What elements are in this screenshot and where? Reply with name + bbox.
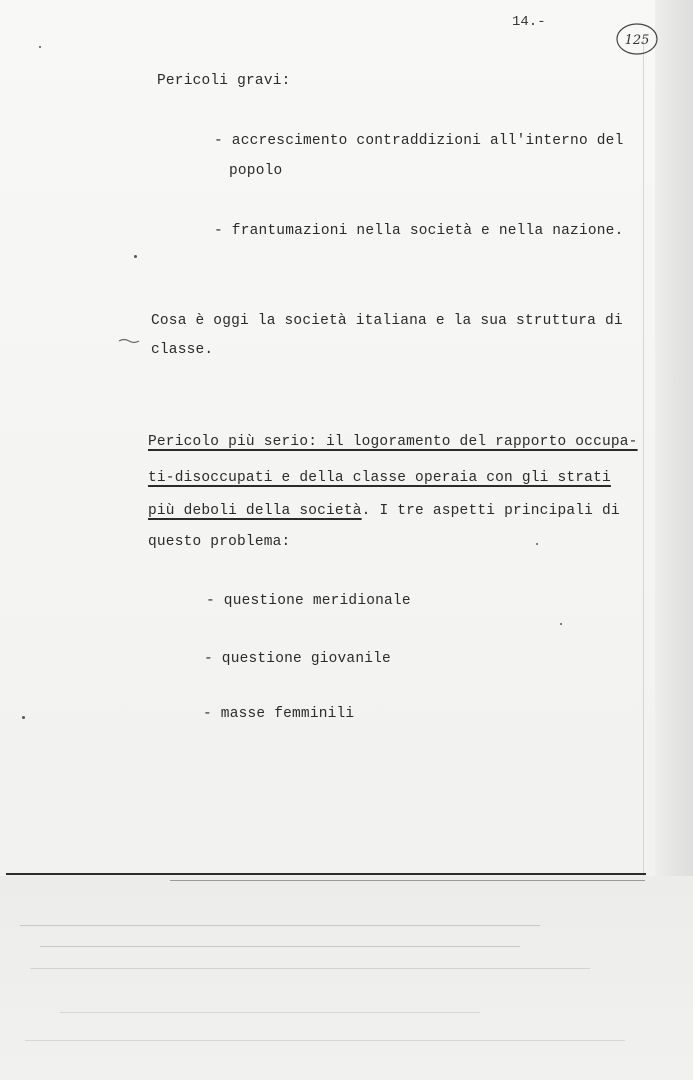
- underlined-line: ti-disoccupati e della classe operaia con gli strati: [148, 470, 611, 486]
- underlined-line: Pericolo più serio: il logoramento del rapporto occupa-: [148, 434, 638, 450]
- section-heading: Pericoli gravi:: [157, 73, 291, 89]
- page-bottom-shadow: [170, 880, 645, 881]
- list-item: - questione giovanile: [204, 651, 391, 667]
- show-through-line: [60, 1012, 480, 1013]
- ink-speck: [560, 623, 562, 625]
- list-item: - accrescimento contraddizioni all'interno del: [214, 133, 624, 149]
- list-item: - masse femminili: [203, 706, 355, 722]
- paragraph-line: classe.: [151, 342, 214, 358]
- underlined-phrase: più deboli della società: [148, 503, 362, 519]
- ink-speck: [536, 543, 538, 545]
- archive-stamp: [615, 22, 659, 56]
- paragraph-line: questo problema:: [148, 534, 291, 550]
- list-item-continuation: popolo: [229, 163, 283, 179]
- paragraph-line: Cosa è oggi la società italiana e la sua struttura di: [151, 313, 623, 329]
- paragraph-text: . I tre aspetti principali di: [361, 503, 620, 519]
- ink-speck: [39, 46, 41, 48]
- list-item: - frantumazioni nella società e nella nazione.: [214, 223, 624, 239]
- show-through-line: [30, 968, 590, 969]
- list-item: - questione meridionale: [206, 593, 411, 609]
- paragraph-line: [148, 503, 620, 519]
- show-through-line: [25, 1040, 625, 1041]
- margin-mark-icon: [118, 337, 140, 345]
- ink-speck: [22, 716, 25, 719]
- show-through-line: [40, 946, 520, 947]
- page-number: 14.-: [512, 14, 546, 30]
- paper-edge-line: [643, 40, 644, 880]
- stamp-number: 125: [624, 33, 650, 48]
- underlying-sheet: [0, 876, 693, 1080]
- ink-speck: [134, 255, 137, 258]
- page-bottom-edge: [6, 873, 646, 875]
- circled-number-icon: [615, 22, 659, 56]
- show-through-line: [20, 925, 540, 926]
